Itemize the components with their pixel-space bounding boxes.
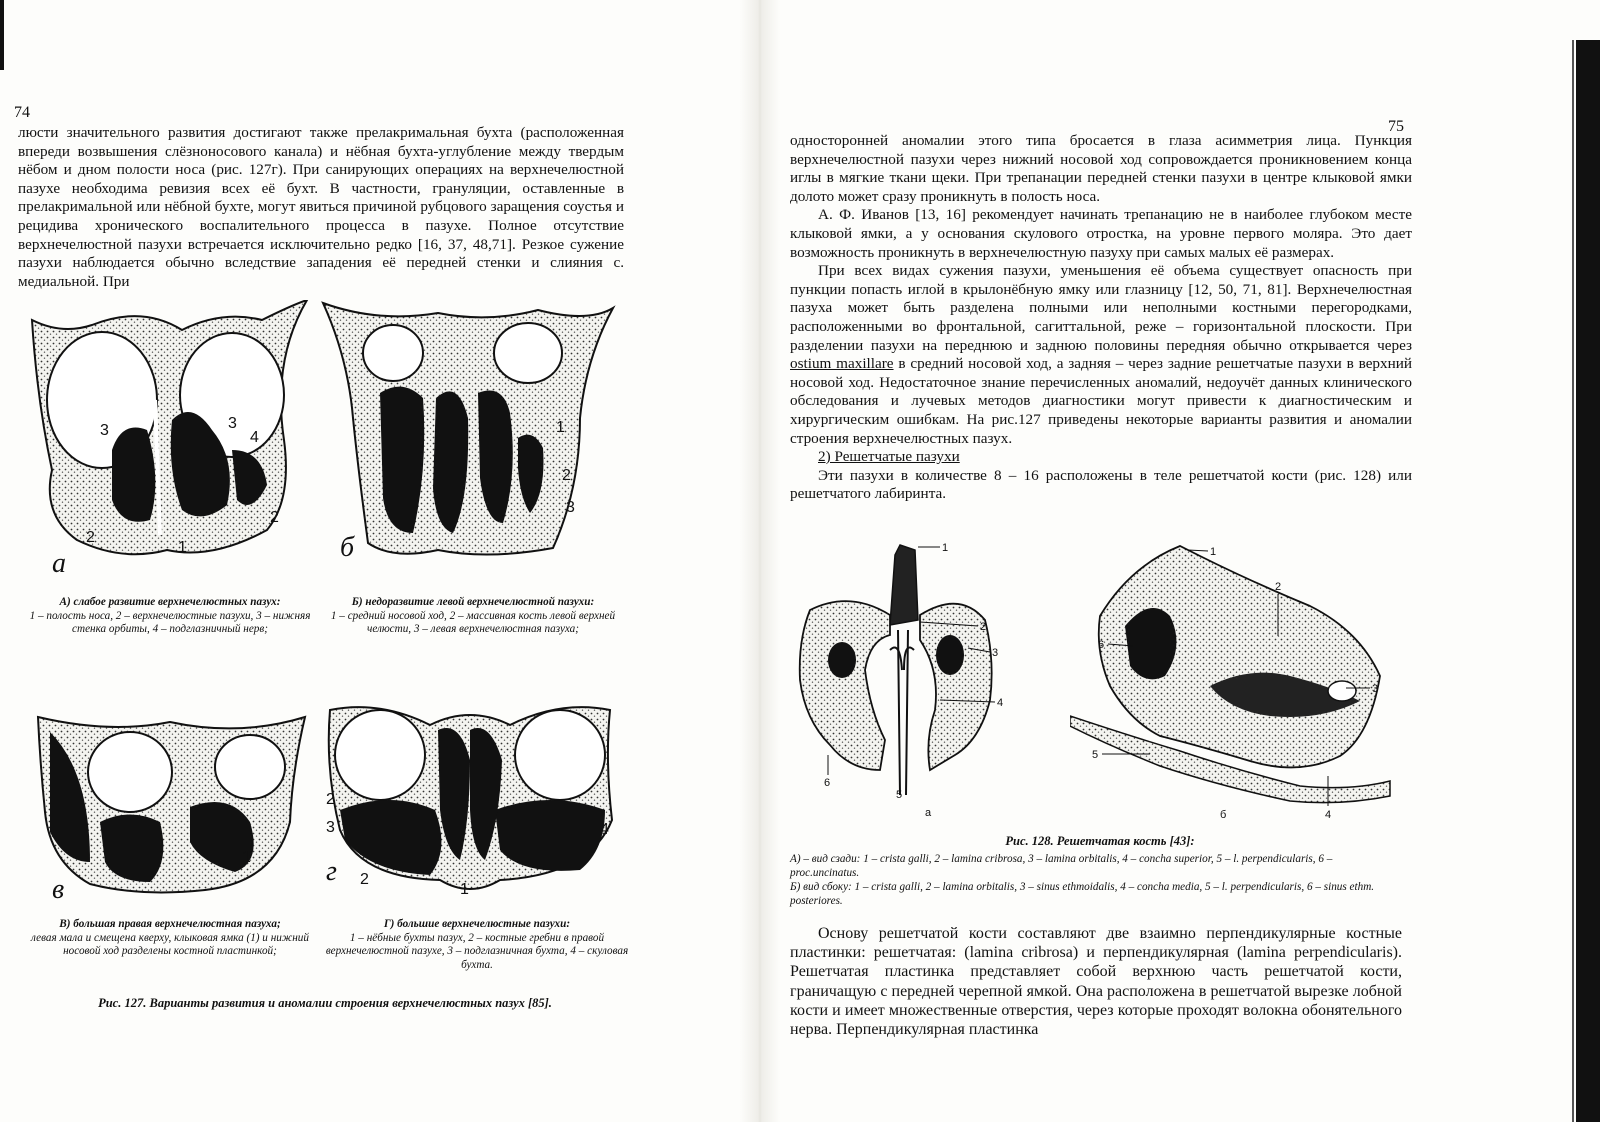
fig-a-label-2: 3 — [228, 415, 237, 432]
figure-127v-drawing — [30, 712, 310, 902]
figure-127g — [320, 700, 620, 906]
caption-127g — [322, 918, 632, 972]
fig128b-label-3: 3 — [1372, 683, 1379, 695]
ostium-maxillare-term: ostium maxillare — [790, 355, 894, 373]
fig-b-label-1: 1 — [556, 419, 565, 436]
fig128b-sub: б — [1220, 809, 1227, 821]
right-text-bottom — [790, 924, 1402, 1039]
figure-127g-drawing — [320, 700, 620, 906]
figure-128b — [1070, 536, 1400, 826]
fig128a-label-3: 3 — [992, 647, 999, 659]
fig-g-label-2: 3 — [326, 819, 335, 836]
section-heading-text: 2) Решетчатые пазухи — [818, 448, 960, 466]
figure-128-caption — [790, 852, 1402, 908]
fig-g-label-3: 2 — [360, 871, 369, 888]
figure-127a — [22, 300, 312, 580]
book-spine — [740, 0, 780, 1122]
section-heading — [790, 448, 1412, 467]
caption-127g-title: Г) большие верхнечелюстные пазухи: — [383, 918, 571, 930]
fig-v-label-1: 1 — [242, 849, 251, 866]
right-paragraph-2: А. Ф. Иванов [13, 16] рекомендует начинать трепанацию не в наиболее глубоком месте клыковой ямки, а у основания скулового отростка, на уровне первого моляра. Это дает возможность проникнуть в верхнечелюстную пазуху при самых малых её размерах. — [790, 206, 1412, 261]
fig128a-label-1: 1 — [942, 542, 949, 554]
fig-v-letter: в — [52, 874, 65, 902]
right-page — [780, 0, 1600, 1122]
caption-127g-text: 1 – нёбные бухты пазух, 2 – костные гребни в правой верхнечелюстной пазухе, 3 – подглазничная бухта, 4 – скуловая бухта. — [325, 931, 629, 971]
page-number-left: 74 — [14, 104, 30, 121]
right-paragraph-3 — [790, 262, 1412, 448]
caption-127b — [318, 596, 628, 637]
figure-128-caption-b: Б) вид сбоку: 1 – crista galli, 2 – lamina orbitalis, 3 – sinus ethmoidalis, 4 – concha media, 5 – l. perpendicularis, 6 – sinus ethm. posteriores. — [790, 881, 1375, 907]
right-paragraph-5: Основу решетчатой кости составляют две взаимно перпендикулярные костные пластинки: решетчатая: (lamina cribrosa) и перпендикулярная (lamina perpendicularis). Решетчатая пластинка представляет собой верхнюю часть решетчатой кости, граничащую с передней черепной ямкой. Она расположена в решетчатой вырезке лобной кости и имеет множественные отверстия, через которые проходят волокна обонятельного нерва. Перпендикулярная пластинка — [790, 925, 1402, 1039]
left-page — [0, 0, 740, 1122]
fig128a-label-2: 2 — [980, 621, 987, 633]
fig-a-label-5: 2 — [86, 529, 95, 546]
fig-g-label-4: 1 — [460, 881, 469, 898]
fig-g-label-1: 2 — [326, 791, 335, 808]
caption-127a-text: 1 – полость носа, 2 – верхнечелюстные пазухи, 3 – нижняя стенка орбиты, 4 – подглазничный нерв; — [29, 609, 311, 635]
fig-b-label-3: 3 — [566, 499, 575, 516]
fig-a-label-3: 4 — [250, 429, 259, 446]
left-paragraph-text: люсти значительного развития достигают также прелакримальная бухта (расположенная впереди возвышения слёзноносового канала) и нёбная бухта-углубление между твердым нёбом и дном полости носа (рис. 127г). При санирующих операциях на верхнечелюстной пазухе необходима ревизия всех её бухт. В частности, грануляции, оставленные в прелакримальной или нёбной бухте, могут явиться причиной рубцового заращения соустья и рецидива хронического воспалительного процесса в пазухе. Полное отсутствие верхнечелюстной пазухи встречается исключительно редко [16, 37, 48,71]. Резкое сужение пазухи наблюдается обычно вследствие западения её передней стенки и слияния с. медиальной. При — [18, 124, 624, 290]
fig-a-label-4: 2 — [270, 509, 279, 526]
left-paragraph — [18, 124, 624, 291]
figure-128a — [790, 540, 1020, 820]
fig128b-label-2: 2 — [1275, 581, 1282, 593]
right-paragraph-3-start: При всех видах сужения пазухи, уменьшения её объема существует опасность при пункции попасть иглой в крылонёбную ямку или глазницу [12, 50, 71, 81]. Верхнечелюстная пазуха может быть разделена полными или неполными костными перегородками, расположенными во фронтальной, сагиттальной, реже – горизонтальной плоскости. При разделении пазухи на переднюю и заднюю половины передняя обычно открывается через — [790, 262, 1412, 354]
fig-b-letter: б — [340, 532, 355, 563]
fig-a-label-1: 3 — [100, 422, 109, 439]
figure-128a-drawing — [790, 540, 1020, 820]
fig-g-label-5: 4 — [600, 821, 609, 838]
fig-a-letter: а — [52, 548, 66, 579]
caption-127b-text: 1 – средний носовой ход, 2 – массивная кость левой верхней челюсти, 3 – левая верхнечелюстная пазуха; — [330, 609, 616, 635]
caption-127v-text: левая мала и смещена кверху, клыковая ямка (1) и нижний носовой ход разделены костной пластинкой; — [30, 931, 309, 957]
caption-127a-title: А) слабое развитие верхнечелюстных пазух: — [59, 596, 281, 608]
caption-127a — [20, 596, 320, 637]
caption-127v — [20, 918, 320, 959]
fig128a-label-5: 5 — [896, 789, 903, 801]
fig128b-label-4: 4 — [1325, 809, 1332, 821]
figure-127b — [318, 298, 618, 566]
fig-b-label-2: 2 — [562, 467, 571, 484]
right-paragraph-3-end: в средний носовой ход, а задняя – через задние решетчатые пазухи в верхний носовой ход. Недостаточное знание перечисленных аномалий, недоучёт данных клинического обследования и лучевых методов диагностики могут привести к диагностическим и хирургическим ошибкам. На рис.127 приведены некоторые варианты развития и аномалии строения верхнечелюстных пазух. — [790, 355, 1412, 447]
fig-a-label-6: 1 — [178, 539, 187, 556]
figure-128-title: Рис. 128. Решетчатая кость [43]: — [1005, 834, 1195, 848]
caption-127v-title: В) большая правая верхнечелюстная пазуха; — [59, 918, 281, 930]
fig128a-sub: а — [925, 807, 932, 819]
fig128a-label-6: 6 — [824, 777, 831, 789]
fig-g-letter: г — [326, 856, 337, 887]
caption-127b-title: Б) недоразвитие левой верхнечелюстной пазухи: — [351, 596, 595, 608]
figure-127-title: Рис. 127. Варианты развития и аномалии строения верхнечелюстных пазух [85]. — [98, 996, 552, 1010]
right-text-top — [790, 132, 1412, 504]
figure-127v — [30, 712, 310, 902]
fig128b-label-6: 6 — [1098, 639, 1105, 651]
fig128b-label-5: 5 — [1092, 749, 1099, 761]
right-paragraph-1: односторонней аномалии этого типа бросается в глаза асимметрия лица. Пункция верхнечелюстной пазухи через нижний носовой ход сопровождается проникновением конца иглы в мягкие ткани щеки. При трепанации передней стенки пазухи в центре клыковой ямки долото может сразу проникнуть в полость носа. — [790, 132, 1412, 205]
fig128b-label-1: 1 — [1210, 546, 1217, 558]
figure-128-caption-a: А) – вид сзади: 1 – crista galli, 2 – lamina cribrosa, 3 – lamina orbitalis, 4 – concha superior, 5 – l. perpendicularis, 6 – proc.uncinatus. — [790, 853, 1333, 879]
fig128a-label-4: 4 — [997, 697, 1004, 709]
figure-127a-drawing — [22, 300, 312, 580]
figure-128b-drawing — [1070, 536, 1400, 826]
page-number-right: 75 — [1388, 118, 1404, 135]
right-paragraph-4: Эти пазухи в количестве 8 – 16 расположены в теле решетчатой кости (рис. 128) или решетчатого лабиринта. — [790, 466, 1412, 503]
figure-127b-drawing — [318, 298, 618, 566]
